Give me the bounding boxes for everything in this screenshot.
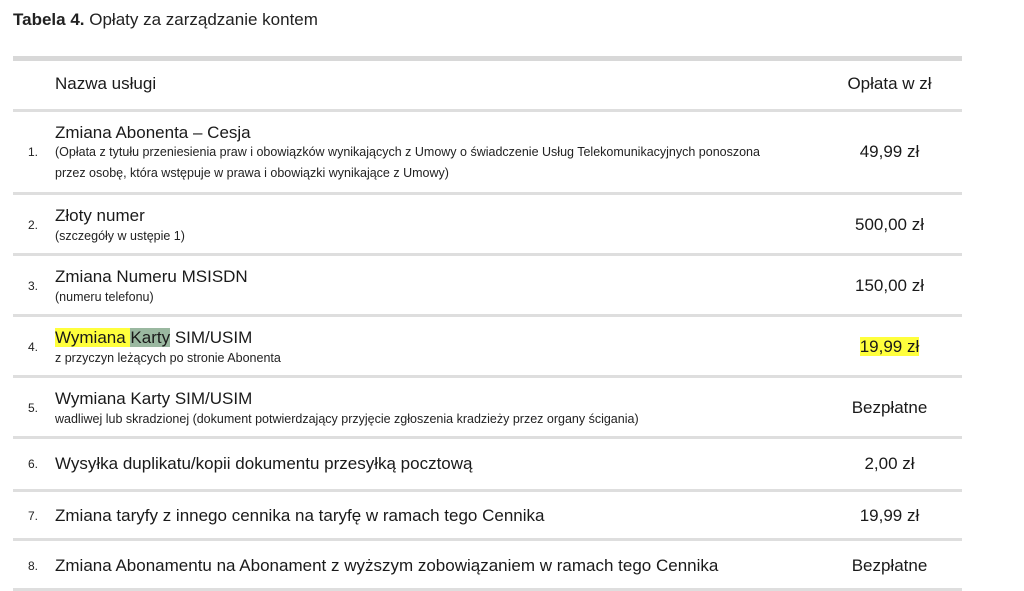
row-number: 5. xyxy=(28,401,39,415)
service-description: (numeru telefonu) xyxy=(55,290,154,304)
row-number: 2. xyxy=(28,218,39,232)
table-row xyxy=(13,492,962,541)
row-number: 8. xyxy=(28,559,39,573)
row-number: 7. xyxy=(28,509,39,523)
caption-label: Tabela 4. xyxy=(13,10,85,29)
fees-table xyxy=(13,56,962,591)
row-number: 4. xyxy=(28,340,39,354)
service-name: Zmiana taryfy z innego cennika na taryfę w ramach tego Cennika xyxy=(55,506,545,525)
service-fee: 2,00 zł xyxy=(864,454,915,473)
header-fee: Opłata w zł xyxy=(847,74,932,93)
service-description: (szczegóły w ustępie 1) xyxy=(55,229,185,243)
service-fee: 19,99 zł xyxy=(859,506,920,525)
service-name: Zmiana Numeru MSISDN xyxy=(55,267,248,286)
service-fee: Bezpłatne xyxy=(851,556,928,575)
service-description: (Opłata z tytułu przeniesienia praw i obowiązków wynikających z Umowy o świadczenie Usług Telekomunikacyjnych ponoszona xyxy=(55,145,760,159)
service-name xyxy=(55,328,252,348)
service-name: Złoty numer xyxy=(55,206,145,225)
table-row xyxy=(13,317,962,378)
header-service-name: Nazwa usługi xyxy=(55,74,157,93)
highlighted-text: Wymiana xyxy=(55,328,131,347)
service-description: przez osobę, która wstępuje w prawa i obowiązki wynikające z Umowy) xyxy=(55,166,449,180)
highlighted-text: Karty xyxy=(130,328,171,347)
table-row xyxy=(13,195,962,256)
table-row xyxy=(13,439,962,492)
service-name-rest: SIM/USIM xyxy=(170,328,253,347)
row-number: 1. xyxy=(28,145,39,159)
caption-text: Opłaty za zarządzanie kontem xyxy=(89,10,318,29)
row-number: 6. xyxy=(28,457,39,471)
service-name: Wysyłka duplikatu/kopii dokumentu przesyłką pocztową xyxy=(55,454,473,473)
table-row xyxy=(13,378,962,439)
table-row xyxy=(13,256,962,317)
service-name: Zmiana Abonamentu na Abonament z wyższym zobowiązaniem w ramach tego Cennika xyxy=(55,556,719,575)
service-name: Zmiana Abonenta – Cesja xyxy=(55,123,251,142)
table-caption xyxy=(13,10,318,30)
service-description: z przyczyn leżących po stronie Abonenta xyxy=(55,351,281,365)
service-description: wadliwej lub skradzionej (dokument potwierdzający przyjęcie zgłoszenia kradzieży przez organy ścigania) xyxy=(55,412,639,426)
table-row xyxy=(13,112,962,195)
service-fee: Bezpłatne xyxy=(851,398,928,417)
service-name: Wymiana Karty SIM/USIM xyxy=(55,389,253,408)
table-header xyxy=(13,61,962,112)
service-fee xyxy=(817,337,962,357)
service-fee: 500,00 zł xyxy=(855,215,924,234)
row-number: 3. xyxy=(28,279,39,293)
highlighted-fee: 19,99 zł xyxy=(859,337,920,356)
table-row xyxy=(13,541,962,591)
service-fee: 49,99 zł xyxy=(859,142,920,161)
service-fee: 150,00 zł xyxy=(855,276,924,295)
